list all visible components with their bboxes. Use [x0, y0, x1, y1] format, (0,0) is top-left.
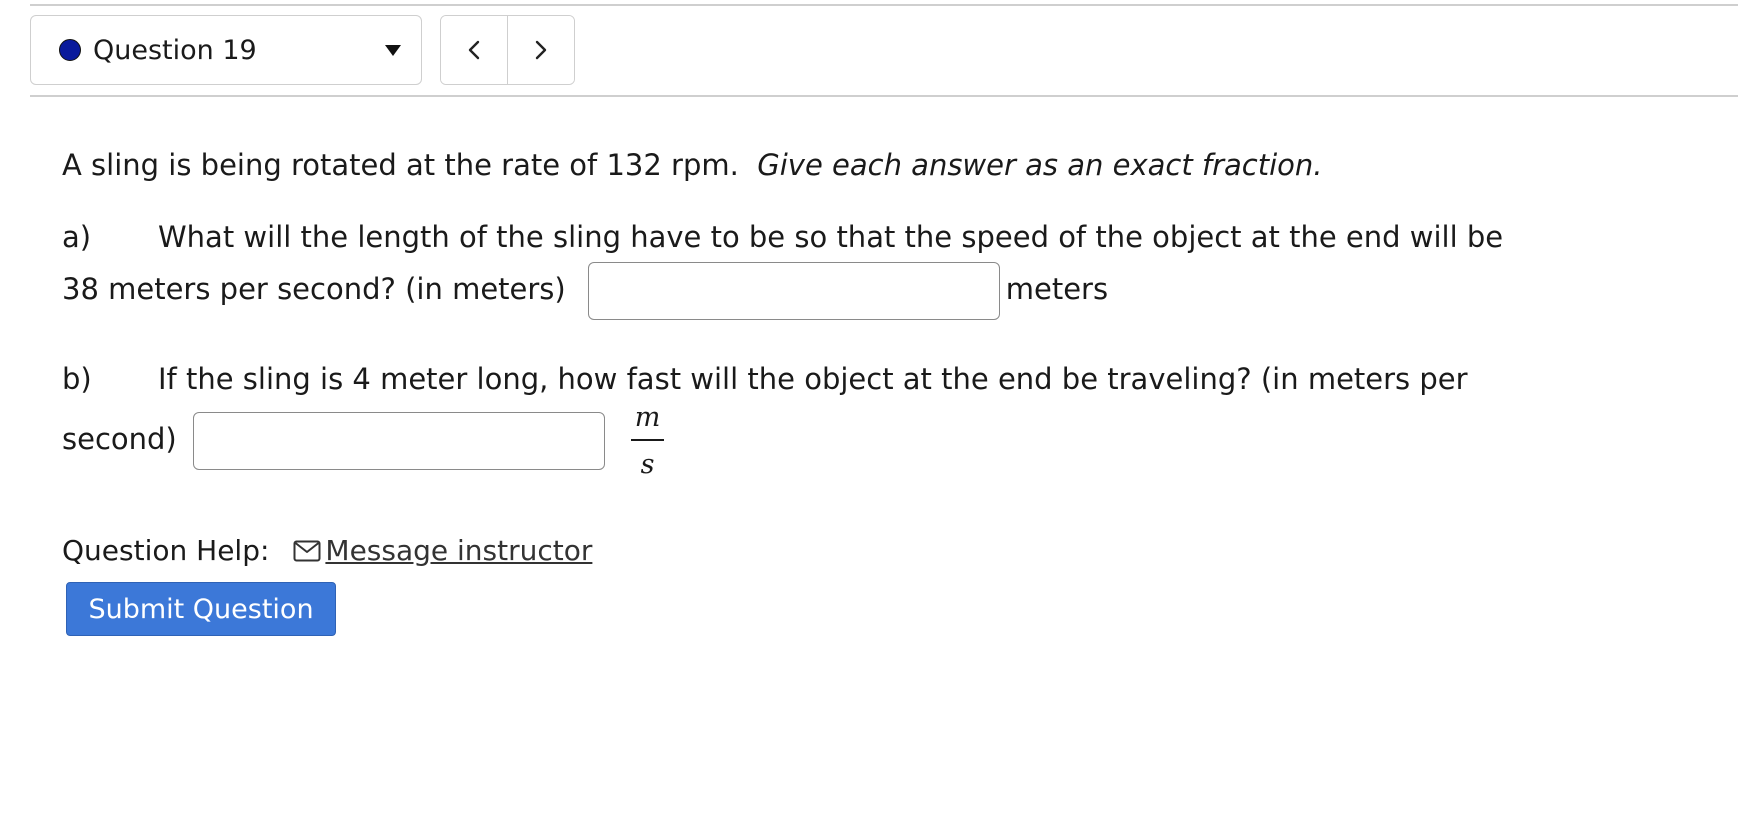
unit-denominator: s	[640, 449, 655, 480]
message-instructor-link[interactable]: Message instructor	[325, 534, 593, 567]
part-a-text-line1: What will the length of the sling have to be so that the speed of the object at the end will be	[158, 220, 1504, 254]
part-b-text-line2: second)	[62, 422, 177, 456]
question-nav-bar	[30, 14, 575, 86]
part-a-label: a)	[62, 220, 92, 254]
part-b-text-line1: If the sling is 4 meter long, how fast will the object at the end be traveling? (in meters per	[158, 362, 1468, 396]
part-b-unit-fraction	[631, 404, 665, 478]
intro-instruction: Give each answer as an exact fraction.	[757, 148, 1323, 182]
next-question-button[interactable]	[507, 16, 574, 84]
question-intro	[62, 140, 1702, 190]
part-a	[62, 212, 1702, 320]
part-b-answer-input[interactable]	[193, 412, 605, 470]
part-b-label: b)	[62, 362, 92, 396]
nav-divider	[30, 95, 1738, 97]
part-a-text-line2: 38 meters per second? (in meters)	[62, 272, 566, 306]
previous-question-button[interactable]	[441, 16, 507, 84]
question-help	[62, 526, 1702, 576]
part-b	[62, 354, 1702, 478]
question-pager	[440, 15, 575, 85]
top-divider	[30, 4, 1738, 6]
unit-numerator: m	[631, 404, 665, 441]
intro-text: A sling is being rotated at the rate of 132 rpm.	[62, 148, 739, 182]
submit-question-button[interactable]: Submit Question	[66, 582, 336, 636]
caret-down-icon	[385, 45, 401, 56]
question-select-dropdown[interactable]	[30, 15, 422, 85]
question-select-label: Question 19	[93, 34, 257, 66]
mail-icon	[293, 540, 321, 562]
chevron-left-icon	[467, 39, 481, 61]
part-a-answer-input[interactable]	[588, 262, 1000, 320]
part-a-unit: meters	[1005, 272, 1109, 306]
question-help-label: Question Help:	[62, 534, 270, 567]
chevron-right-icon	[534, 39, 548, 61]
question-body	[62, 140, 1702, 576]
question-status-icon	[59, 39, 81, 61]
